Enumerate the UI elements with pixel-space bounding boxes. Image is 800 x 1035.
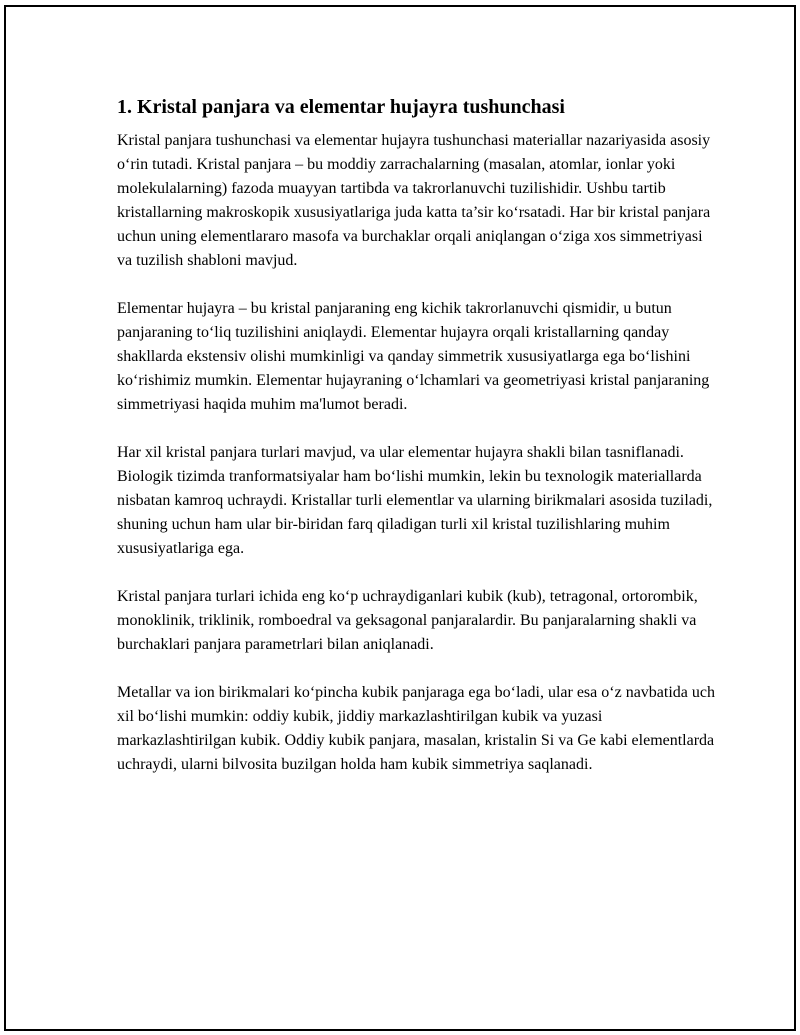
paragraph-5: Metallar va ion birikmalari ko‘pincha kubik panjaraga ega bo‘ladi, ular esa o‘z navbatida uch xil bo‘lishi mumkin: oddiy kubik, jiddiy markazlashtirilgan kubik va yuzasi markazlashtirilgan kubik. Oddiy kubik panjara, masalan, kristalin Si va Ge kabi elementlarda uchraydi, ularni bilvosita buzilgan holda ham kubik simmetriya saqlanadi. — [117, 684, 715, 773]
paragraph-1: Kristal panjara tushunchasi va elementar hujayra tushunchasi materiallar nazariyasida asosiy o‘rin tutadi. Kristal panjara – bu moddiy zarrachalarning (masalan, atomlar, ionlar yoki molekulalarning) fazoda muayyan tartibda va takrorlanuvchi tuzilishidir. Ushbu tartib kristallarning makroskopik xususiyatlariga juda katta ta’sir ko‘rsatadi. Har bir kristal panjara uchun uning elementlararo masofa va burchaklar orqali aniqlangan o‘ziga xos simmetriyasi va tuzilish shabloni mavjud. — [117, 132, 711, 269]
section-title: 1. Kristal panjara va elementar hujayra tushunchasi — [117, 96, 565, 118]
paragraph-3: Har xil kristal panjara turlari mavjud, va ular elementar hujayra shakli bilan tasniflanadi. Biologik tizimda tranformatsiyalar ham bo‘lishi mumkin, lekin bu texnologik materiallarda nisbatan kamroq uchraydi. Kristallar turli elementlar va ularning birikmalari asosida tuziladi, shuning uchun ham ular bir-biridan farq qiladigan turli xil kristal tuzilishlaring muhim xususiyatlariga ega. — [117, 444, 713, 557]
paragraph-4: Kristal panjara turlari ichida eng ko‘p uchraydiganlari kubik (kub), tetragonal, ortorombik, monoklinik, triklinik, romboedral va geksagonal panjaralardir. Bu panjaralarning shakli va burchaklari panjara parametrlari bilan aniqlanadi. — [117, 588, 698, 653]
paragraph-2: Elementar hujayra – bu kristal panjaraning eng kichik takrorlanuvchi qismidir, u butun panjaraning to‘liq tuzilishini aniqlaydi. Elementar hujayra orqali kristallarning qanday shakllarda ekstensiv olishi mumkinligi va qanday simmetrik xususiyatlarga ega bo‘lishini ko‘rishimiz mumkin. Elementar hujayraning o‘lchamlari va geometriyasi kristal panjaraning simmetriyasi haqida muhim ma'lumot beradi. — [117, 300, 710, 413]
document-body — [117, 95, 717, 801]
